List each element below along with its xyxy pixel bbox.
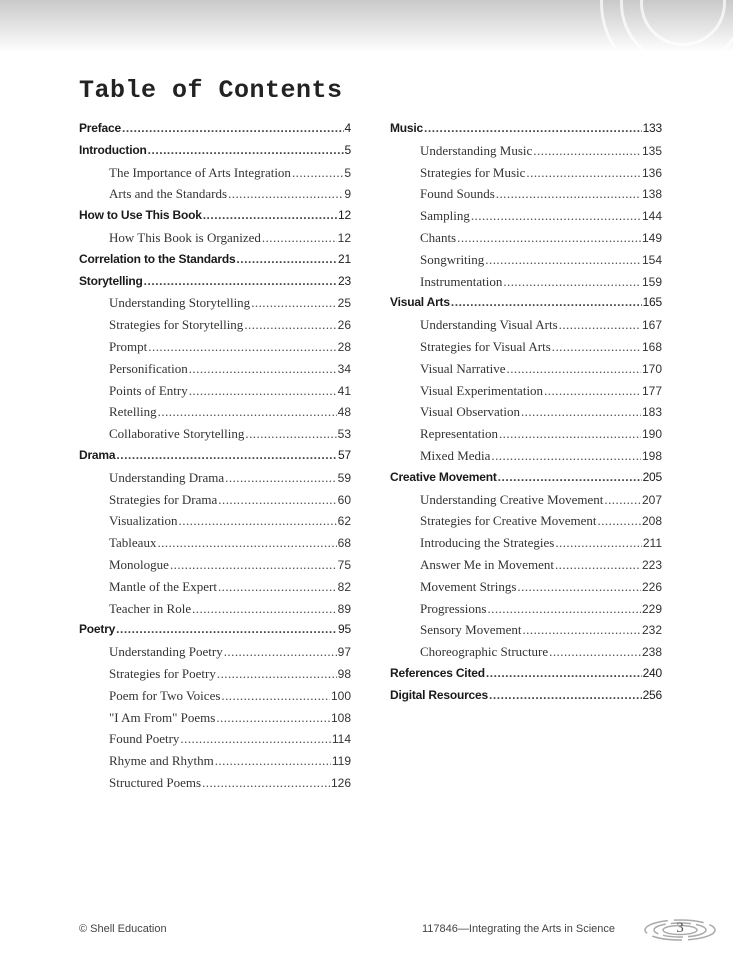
entry-title: Preface [79, 121, 121, 135]
toc-subsection-entry [390, 426, 662, 448]
toc-section-entry [79, 448, 351, 470]
entry-page: 97 [337, 645, 351, 660]
dot-leader [224, 644, 337, 660]
entry-title: Understanding Storytelling [109, 295, 251, 311]
toc-subsection-entry [79, 186, 351, 208]
entry-page: 57 [338, 447, 351, 462]
dot-leader [262, 230, 337, 246]
page-number-badge [643, 918, 717, 942]
entry-title: Points of Entry [109, 382, 188, 398]
entry-title: Introducing the Strategies [420, 535, 555, 551]
toc-subsection-entry [79, 513, 351, 535]
entry-title: Drama [79, 447, 116, 462]
entry-title: Songwriting [420, 251, 485, 267]
entry-title: Strategies for Creative Movement [420, 513, 597, 529]
entry-page: 198 [641, 448, 662, 463]
toc-subsection-entry [79, 404, 351, 426]
toc-subsection-entry [79, 230, 351, 252]
entry-title: Visual Narrative [420, 360, 506, 376]
swirl-decoration [600, 0, 733, 86]
entry-page: 89 [337, 601, 351, 616]
entry-title: Sensory Movement [420, 622, 522, 638]
toc-subsection-entry [390, 186, 662, 208]
entry-page: 165 [642, 295, 662, 310]
toc-subsection-entry [390, 339, 662, 361]
dot-leader [499, 426, 641, 442]
entry-page: 41 [337, 383, 351, 398]
toc-right-column [390, 121, 662, 710]
entry-title: Strategies for Poetry [109, 665, 216, 681]
entry-title: Instrumentation [420, 273, 503, 289]
entry-page: 211 [642, 536, 662, 551]
toc-left-column [79, 121, 351, 797]
entry-page: 68 [337, 536, 351, 551]
toc-subsection-entry [390, 317, 662, 339]
entry-title: References Cited [390, 665, 485, 680]
publisher-credit: © Shell Education [79, 923, 167, 935]
entry-title: Monologue [109, 556, 169, 572]
entry-title: Mantle of the Expert [109, 578, 217, 594]
entry-title: Understanding Visual Arts [420, 317, 558, 333]
toc-section-entry [390, 666, 662, 688]
toc-subsection-entry [79, 666, 351, 688]
toc-subsection-entry [390, 383, 662, 405]
entry-title: How to Use This Book [79, 208, 202, 223]
toc-subsection-entry [390, 513, 662, 535]
entry-page: 75 [337, 557, 351, 572]
entry-title: Digital Resources [390, 687, 488, 702]
header-banner [0, 0, 733, 52]
entry-title: Sampling [420, 208, 470, 224]
entry-page: 144 [641, 209, 662, 224]
entry-page: 167 [641, 318, 662, 333]
entry-title: Personification [109, 360, 188, 376]
dot-leader [522, 622, 641, 638]
toc-subsection-entry [390, 644, 662, 666]
entry-title: Poetry [79, 622, 116, 637]
toc-section-entry [390, 121, 662, 143]
entry-page: 256 [642, 687, 662, 702]
dot-leader [552, 339, 641, 355]
dot-leader [179, 513, 337, 529]
toc-subsection-entry [390, 448, 662, 470]
entry-title: Chants [420, 229, 457, 245]
toc-subsection-entry [79, 426, 351, 448]
dot-leader [486, 666, 642, 680]
dot-leader [216, 710, 330, 726]
toc-subsection-entry [79, 557, 351, 579]
toc-subsection-entry [390, 208, 662, 230]
entry-page: 34 [337, 361, 351, 376]
toc-subsection-entry [390, 404, 662, 426]
page-number: 3 [676, 920, 684, 936]
toc-section-entry [79, 252, 351, 274]
dot-leader [507, 361, 641, 377]
entry-page: 177 [641, 383, 662, 398]
entry-title: Visualization [109, 513, 178, 529]
entry-title: Found Poetry [109, 731, 180, 747]
toc-section-entry [390, 688, 662, 710]
entry-page: 223 [641, 557, 662, 572]
entry-title: Visual Arts [390, 295, 450, 310]
toc-subsection-entry [79, 492, 351, 514]
dot-leader [549, 644, 641, 660]
dot-leader [457, 230, 641, 246]
entry-page: 229 [641, 601, 662, 616]
entry-page: 232 [641, 623, 662, 638]
entry-page: 208 [641, 514, 662, 529]
entry-title: Answer Me in Movement [420, 556, 554, 572]
toc-subsection-entry [79, 579, 351, 601]
dot-leader [157, 535, 336, 551]
dot-leader [245, 426, 336, 442]
dot-leader [228, 186, 343, 202]
dot-leader [485, 252, 641, 268]
entry-page: 53 [337, 427, 351, 442]
entry-title: Teacher in Role [109, 600, 192, 616]
dot-leader [555, 535, 642, 551]
dot-leader [148, 143, 344, 157]
entry-title: Found Sounds [420, 186, 495, 202]
entry-title: Choreographic Structure [420, 644, 549, 660]
dot-leader [521, 404, 641, 420]
entry-page: 48 [337, 405, 351, 420]
entry-page: 149 [641, 230, 662, 245]
toc-subsection-entry [79, 753, 351, 775]
entry-title: Visual Observation [420, 404, 520, 420]
entry-page: 207 [641, 492, 662, 507]
dot-leader [544, 383, 641, 399]
toc-section-entry [79, 208, 351, 230]
dot-leader [202, 775, 330, 791]
dot-leader [144, 274, 337, 288]
toc-subsection-entry [390, 143, 662, 165]
dot-leader [517, 579, 641, 595]
entry-page: 159 [641, 274, 662, 289]
entry-title: Creative Movement [390, 469, 497, 484]
toc-section-entry [390, 295, 662, 317]
entry-title: Visual Experimentation [420, 382, 544, 398]
entry-title: Structured Poems [109, 774, 202, 790]
entry-page: 119 [331, 754, 351, 769]
dot-leader [192, 601, 337, 617]
toc-subsection-entry [390, 252, 662, 274]
dot-leader [496, 186, 641, 202]
entry-page: 238 [641, 645, 662, 660]
entry-title: Arts and the Standards [109, 186, 228, 202]
toc-subsection-entry [390, 622, 662, 644]
entry-title: Understanding Music [420, 142, 533, 158]
dot-leader [604, 492, 641, 508]
entry-title: Tableaux [109, 535, 157, 551]
entry-title: Strategies for Music [420, 164, 526, 180]
dot-leader [158, 404, 337, 420]
entry-page: 190 [641, 427, 662, 442]
toc-subsection-entry [79, 317, 351, 339]
dot-leader [292, 165, 343, 181]
toc-subsection-entry [79, 688, 351, 710]
dot-leader [218, 492, 336, 508]
toc-subsection-entry [390, 165, 662, 187]
entry-title: Understanding Drama [109, 469, 225, 485]
toc-subsection-entry [79, 470, 351, 492]
toc-subsection-entry [390, 579, 662, 601]
entry-page: 154 [641, 252, 662, 267]
toc-subsection-entry [390, 361, 662, 383]
toc-subsection-entry [390, 274, 662, 296]
dot-leader [251, 295, 336, 311]
entry-page: 114 [331, 732, 351, 747]
dot-leader [203, 208, 337, 222]
toc-subsection-entry [79, 295, 351, 317]
toc-subsection-entry [79, 731, 351, 753]
entry-page: 28 [337, 339, 351, 354]
dot-leader [122, 121, 344, 135]
page-title: Table of Contents [79, 76, 343, 105]
entry-page: 9 [344, 187, 351, 202]
entry-page: 183 [641, 405, 662, 420]
entry-page: 135 [641, 143, 662, 158]
entry-page: 138 [641, 187, 662, 202]
entry-page: 95 [338, 622, 351, 637]
entry-title: "I Am From" Poems [109, 709, 216, 725]
entry-page: 60 [337, 492, 351, 507]
entry-page: 62 [337, 514, 351, 529]
toc-section-entry [390, 470, 662, 492]
dot-leader [180, 731, 330, 747]
entry-page: 12 [337, 230, 351, 245]
dot-leader [236, 252, 337, 266]
entry-title: Rhyme and Rhythm [109, 753, 214, 769]
entry-title: Progressions [420, 600, 487, 616]
entry-title: Understanding Poetry [109, 644, 223, 660]
entry-page: 136 [641, 165, 662, 180]
entry-title: Prompt [109, 338, 148, 354]
dot-leader [170, 557, 337, 573]
dot-leader [424, 121, 642, 135]
entry-title: Strategies for Storytelling [109, 317, 244, 333]
entry-page: 21 [338, 251, 351, 266]
entry-title: Retelling [109, 404, 157, 420]
entry-page: 108 [330, 710, 351, 725]
entry-page: 240 [642, 665, 662, 680]
dot-leader [526, 165, 641, 181]
dot-leader [189, 361, 337, 377]
toc-subsection-entry [390, 535, 662, 557]
toc-subsection-entry [79, 383, 351, 405]
toc-subsection-entry [79, 601, 351, 623]
entry-title: Strategies for Drama [109, 491, 218, 507]
dot-leader [217, 666, 337, 682]
entry-page: 170 [641, 361, 662, 376]
dot-leader [244, 317, 336, 333]
toc-subsection-entry [390, 557, 662, 579]
entry-page: 59 [337, 470, 351, 485]
entry-page: 23 [338, 273, 351, 288]
dot-leader [555, 557, 641, 573]
entry-page: 5 [344, 165, 351, 180]
entry-page: 12 [338, 208, 351, 223]
entry-title: Movement Strings [420, 578, 517, 594]
dot-leader [189, 383, 337, 399]
dot-leader [559, 317, 641, 333]
toc-subsection-entry [79, 644, 351, 666]
entry-page: 98 [337, 666, 351, 681]
entry-title: Storytelling [79, 273, 143, 288]
toc-section-entry [79, 622, 351, 644]
toc-subsection-entry [79, 775, 351, 797]
toc-subsection-entry [79, 339, 351, 361]
dot-leader [489, 688, 642, 702]
entry-page: 168 [641, 339, 662, 354]
entry-title: Correlation to the Standards [79, 251, 236, 266]
dot-leader [148, 339, 336, 355]
dot-leader [503, 274, 641, 290]
dot-leader [533, 143, 641, 159]
entry-title: Mixed Media [420, 447, 491, 463]
entry-title: Introduction [79, 142, 147, 157]
dot-leader [598, 513, 641, 529]
entry-page: 25 [337, 296, 351, 311]
entry-title: Collaborative Storytelling [109, 426, 245, 442]
dot-leader [215, 753, 331, 769]
dot-leader [471, 208, 641, 224]
entry-page: 133 [642, 121, 662, 135]
toc-subsection-entry [79, 710, 351, 732]
toc-subsection-entry [79, 361, 351, 383]
toc-subsection-entry [390, 230, 662, 252]
entry-page: 4 [344, 121, 351, 135]
entry-page: 82 [337, 579, 351, 594]
toc-section-entry [79, 274, 351, 296]
toc-subsection-entry [390, 492, 662, 514]
dot-leader [491, 448, 641, 464]
dot-leader [451, 295, 642, 309]
dot-leader [487, 601, 641, 617]
entry-title: How This Book is Organized [109, 229, 261, 245]
entry-page: 226 [641, 579, 662, 594]
entry-title: Music [390, 121, 424, 135]
dot-leader [221, 688, 330, 704]
toc-section-entry [79, 121, 351, 143]
toc-subsection-entry [390, 601, 662, 623]
entry-title: Strategies for Visual Arts [420, 338, 551, 354]
entry-page: 205 [642, 469, 662, 484]
toc-section-entry [79, 143, 351, 165]
entry-page: 126 [330, 775, 351, 790]
dot-leader [116, 448, 337, 462]
entry-title: The Importance of Arts Integration [109, 164, 291, 180]
book-title-footer: 117846—Integrating the Arts in Science [422, 923, 616, 935]
toc-subsection-entry [79, 535, 351, 557]
dot-leader [498, 470, 642, 484]
entry-title: Representation [420, 426, 498, 442]
entry-title: Understanding Creative Movement [420, 491, 604, 507]
entry-page: 5 [344, 142, 351, 157]
entry-page: 26 [337, 318, 351, 333]
dot-leader [225, 470, 336, 486]
toc-subsection-entry [79, 165, 351, 187]
dot-leader [218, 579, 337, 595]
entry-title: Poem for Two Voices [109, 687, 221, 703]
dot-leader [116, 622, 337, 636]
entry-page: 100 [330, 688, 351, 703]
